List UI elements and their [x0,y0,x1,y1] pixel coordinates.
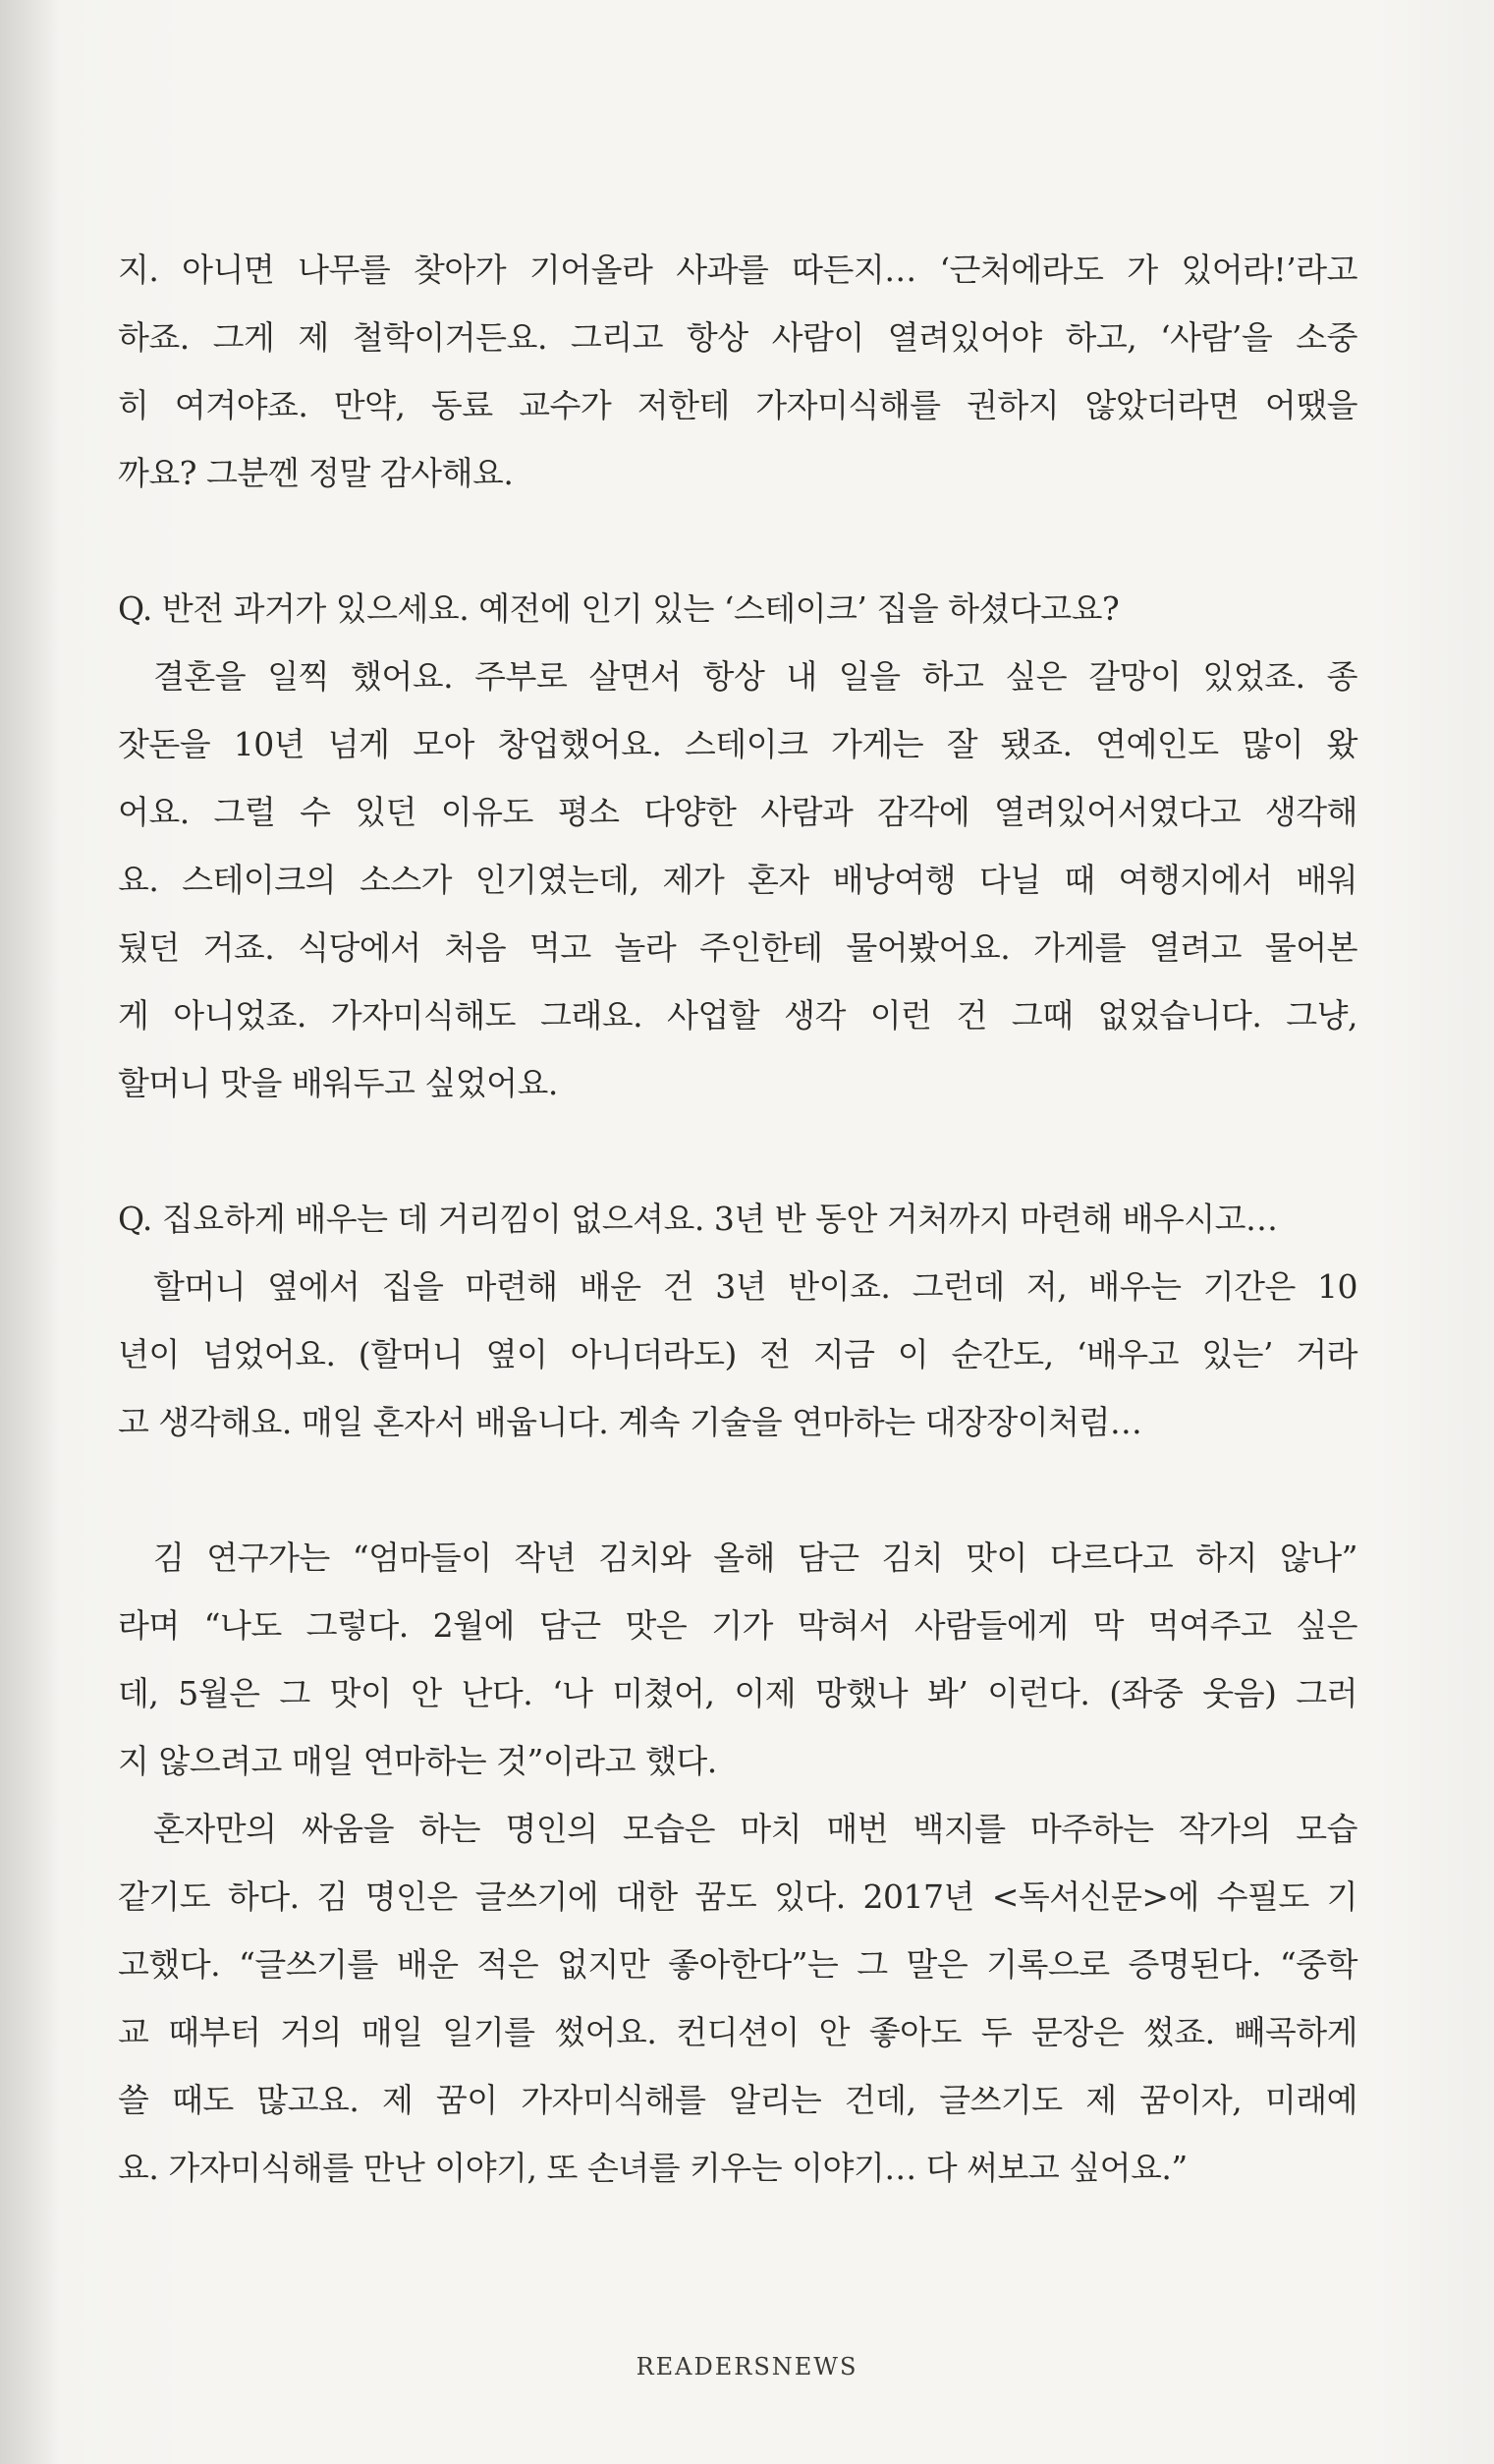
answer-line: 결혼을 일찍 했어요. 주부로 살면서 항상 내 일을 하고 싶은 갈망이 있었죠. 종 [153,657,1357,696]
question: Q. 반전 과거가 있으세요. 예전에 인기 있는 ‘스테이크’ 집을 하셨다고요? [118,589,1120,628]
paragraph-intro [118,236,1357,507]
answer-line: 어요. 그럴 수 있던 이유도 평소 다양한 사람과 감각에 열려있어서였다고 생각해 [118,793,1357,831]
answer-line: 잣돈을 10년 넘게 모아 창업했어요. 스테이크 가게는 잘 됐죠. 연예인도 많이 왔 [118,725,1357,763]
qa-block-learning [118,1185,1357,1456]
paragraph-gap [118,507,1357,575]
text-line: 지. 아니면 나무를 찾아가 기어올라 사과를 따든지… ‘근처에라도 가 있어라!’라고 [118,251,1357,289]
text-line: 김 연구가는 “엄마들이 작년 김치와 올해 담근 김치 맛이 다르다고 하지 않나” [153,1539,1357,1577]
answer-line: 할머니 맛을 배워두고 싶었어요. [118,1064,558,1102]
answer-line: 할머니 옆에서 집을 마련해 배운 건 3년 반이죠. 그런데 저, 배우는 기간은 10 [153,1267,1357,1306]
text-line: 까요? 그분껜 정말 감사해요. [118,454,514,492]
question: Q. 집요하게 배우는 데 거리낌이 없으셔요. 3년 반 동안 거처까지 마련해 배우시고… [118,1200,1278,1238]
text-line: 같기도 하다. 김 명인은 글쓰기에 대한 꿈도 있다. 2017년 <독서신문>에 수필도 기 [118,1877,1357,1916]
text-line: 혼자만의 싸움을 하는 명인의 모습은 마치 매번 백지를 마주하는 작가의 모습 [153,1810,1357,1848]
answer-line: 요. 스테이크의 소스가 인기였는데, 제가 혼자 배낭여행 다닐 때 여행지에서 배워 [118,861,1357,899]
text-line: 쓸 때도 많고요. 제 꿈이 가자미식해를 알리는 건데, 글쓰기도 제 꿈이자, 미래예 [118,2081,1357,2119]
article-body [118,236,1357,2202]
footer-publication-name: READERSNEWS [636,2353,858,2380]
paragraph-writing [118,1795,1357,2202]
page-fold-shadow [0,0,59,2464]
paragraph-kimchi [118,1524,1357,1795]
text-line: 히 여겨야죠. 만약, 동료 교수가 저한테 가자미식해를 권하지 않았더라면 어땠을 [118,386,1357,424]
answer-line: 년이 넘었어요. (할머니 옆이 아니더라도) 전 지금 이 순간도, ‘배우고 있는’ 거라 [118,1335,1357,1373]
text-line: 고했다. “글쓰기를 배운 적은 없지만 좋아한다”는 그 말은 기록으로 증명된다. “중학 [118,1945,1357,1984]
qa-block-steak [118,575,1357,1117]
text-line: 지 않으려고 매일 연마하는 것”이라고 했다. [118,1742,717,1780]
answer-line: 고 생각해요. 매일 혼자서 배웁니다. 계속 기술을 연마하는 대장장이처럼… [118,1403,1142,1441]
answer-line: 뒀던 거죠. 식당에서 처음 먹고 놀라 주인한테 물어봤어요. 가게를 열려고 물어본 [118,928,1357,967]
text-line: 하죠. 그게 제 철학이거든요. 그리고 항상 사람이 열려있어야 하고, ‘사람’을 소중 [118,318,1357,357]
text-line: 교 때부터 거의 매일 일기를 썼어요. 컨디션이 안 좋아도 두 문장은 썼죠. 빼곡하게 [118,2013,1357,2051]
paragraph-gap [118,1456,1357,1524]
text-line: 요. 가자미식해를 만난 이야기, 또 손녀를 키우는 이야기… 다 써보고 싶어요.” [118,2149,1188,2187]
answer-line: 게 아니었죠. 가자미식해도 그래요. 사업할 생각 이런 건 그때 없었습니다. 그냥, [118,996,1357,1035]
paragraph-gap [118,1117,1357,1185]
text-line: 데, 5월은 그 맛이 안 난다. ‘나 미쳤어, 이제 망했나 봐’ 이런다. (좌중 웃음) 그러 [118,1674,1357,1712]
text-line: 라며 “나도 그렇다. 2월에 담근 맛은 기가 막혀서 사람들에게 막 먹여주고 싶은 [118,1606,1357,1645]
